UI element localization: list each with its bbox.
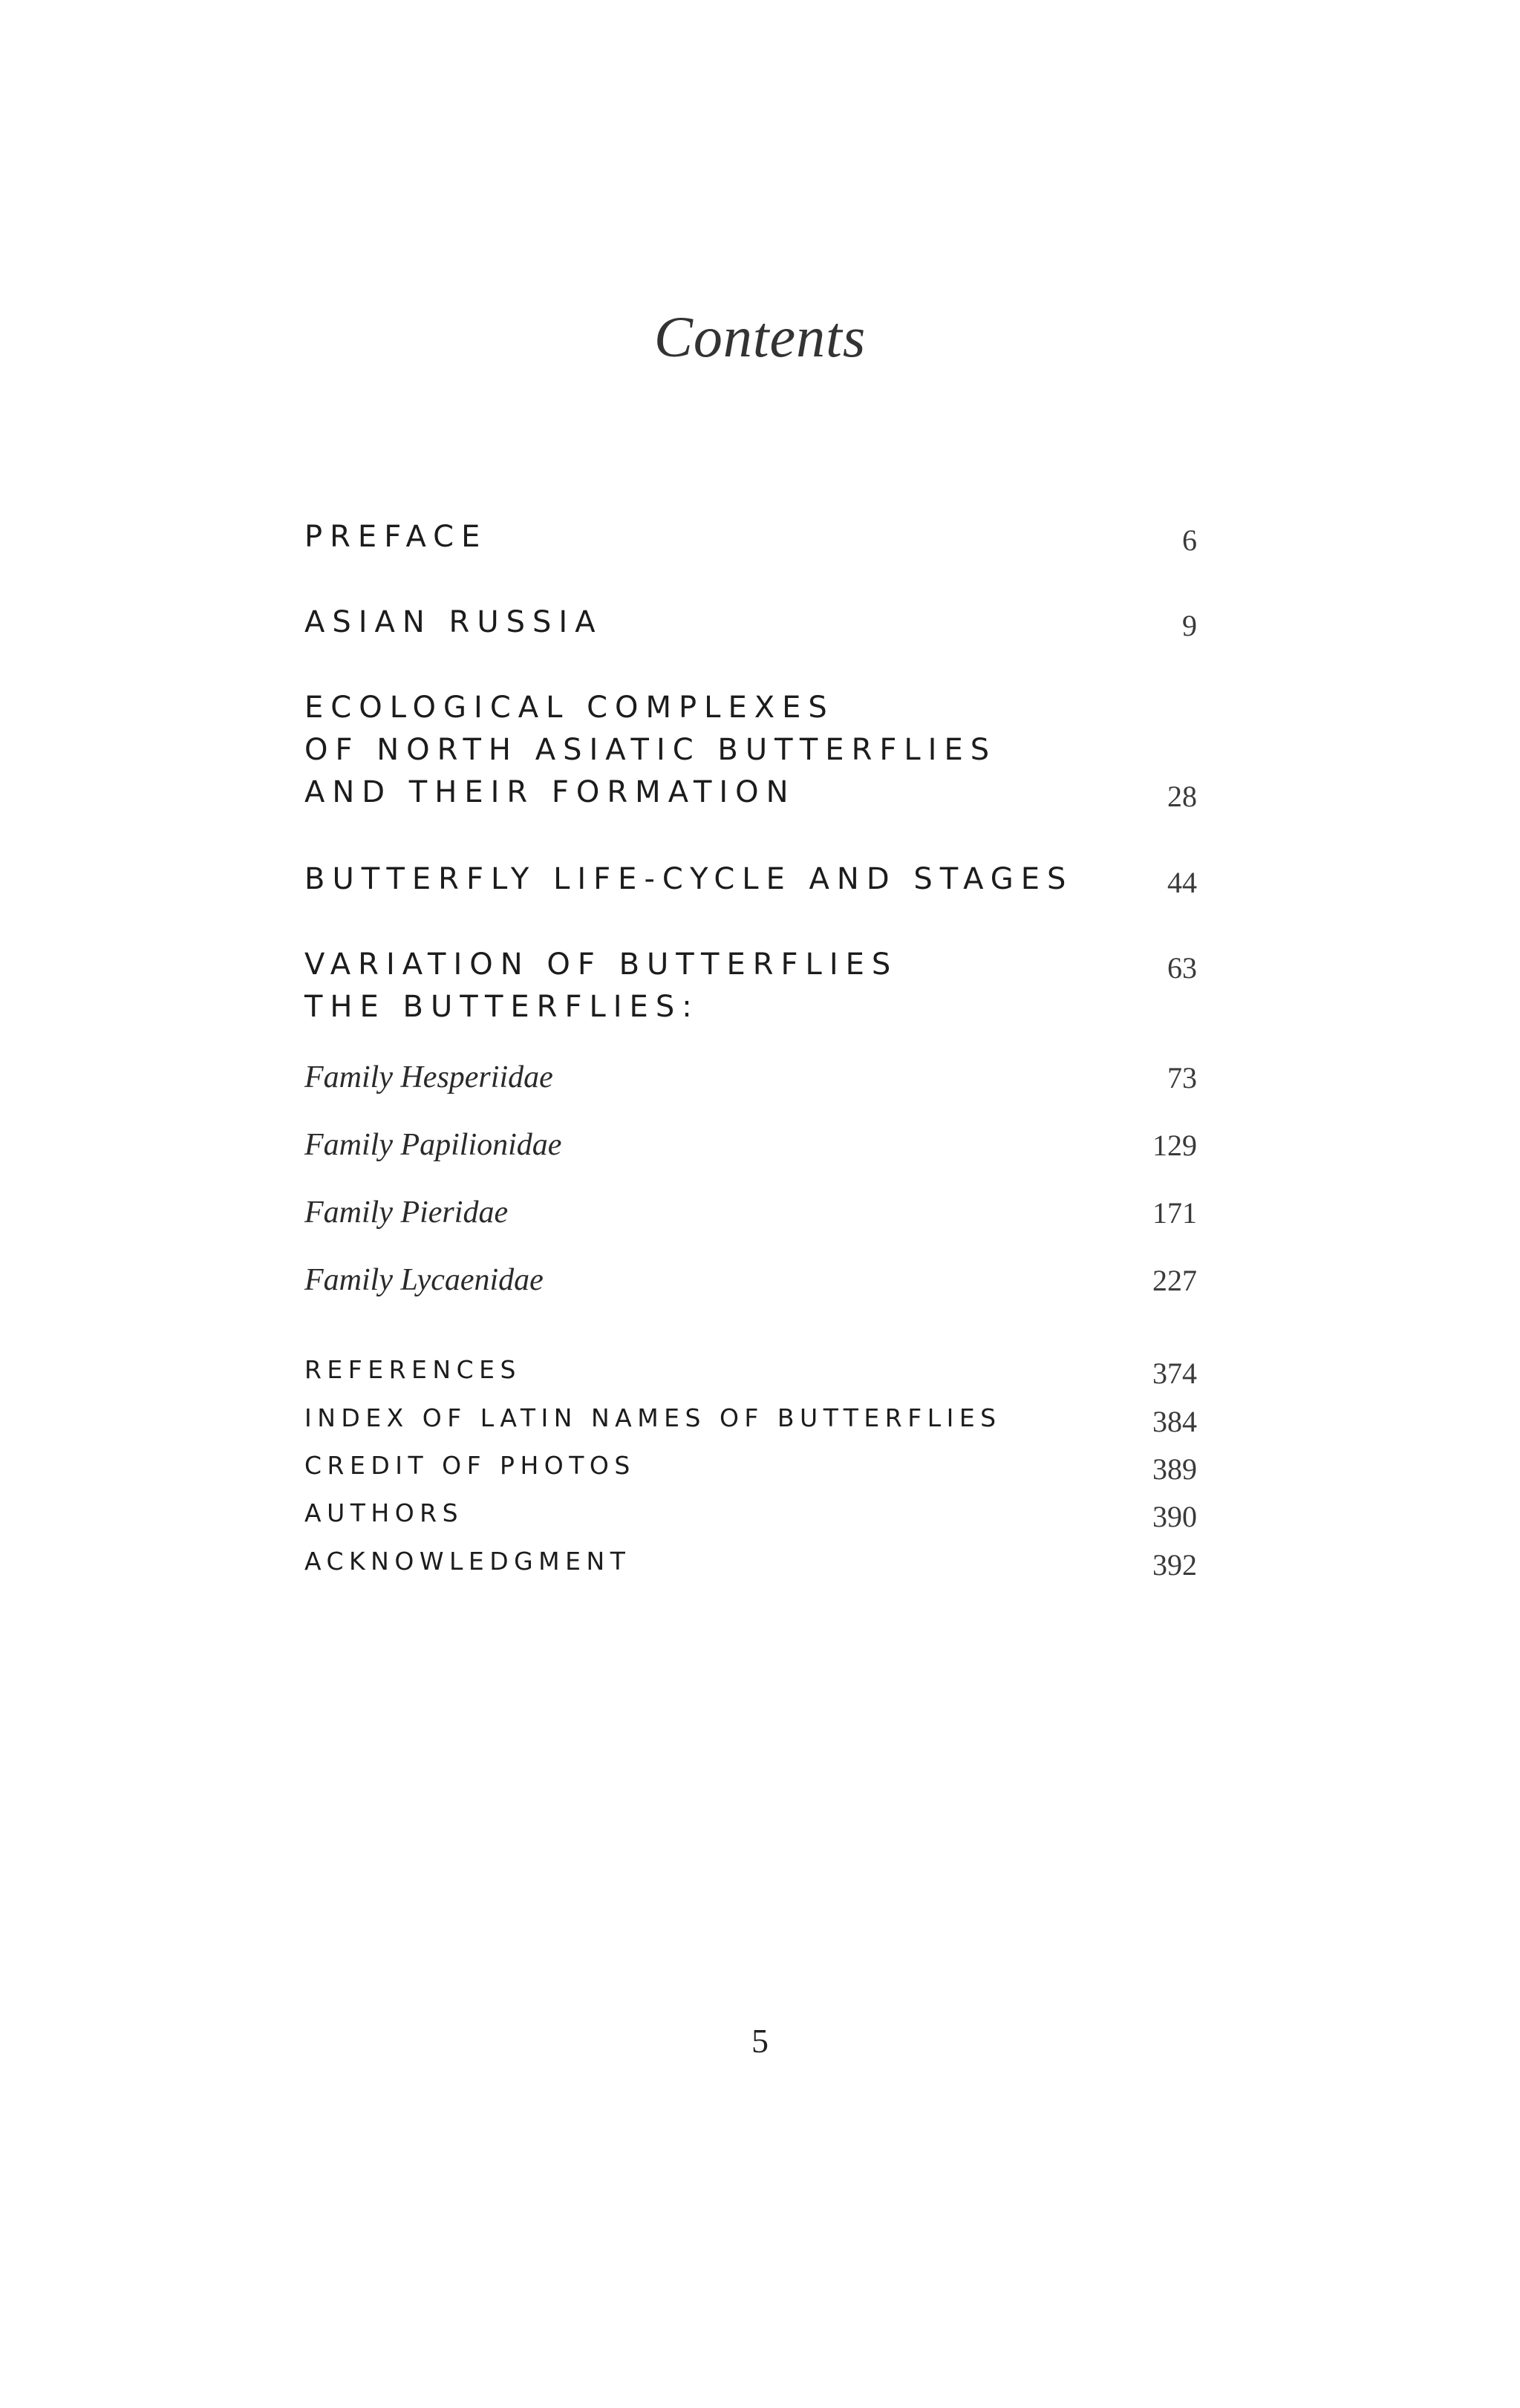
toc-page-number: 384 — [1152, 1405, 1197, 1438]
toc-entry-ecological-complexes — [304, 687, 997, 814]
toc-appendix-references: REFERENCES — [304, 1355, 521, 1384]
toc-page-number: 63 — [1167, 951, 1197, 985]
folio-page-number: 5 — [751, 2022, 769, 2060]
toc-family-hesperiidae: Family Hesperiidae — [304, 1060, 553, 1094]
toc-family-lycaenidae: Family Lycaenidae — [304, 1263, 544, 1297]
toc-entry-label: PREFACE — [304, 520, 488, 554]
toc-entry-label-line-2: OF NORTH ASIATIC BUTTERFLIES — [304, 733, 997, 767]
page-title: Contents — [653, 304, 867, 369]
toc-family-pieridae: Family Pieridae — [304, 1195, 509, 1230]
toc-entry-variation — [304, 944, 898, 1028]
toc-page-number: 227 — [1152, 1264, 1197, 1297]
toc-entry-label-line-3: AND THEIR FORMATION — [304, 775, 796, 809]
toc-entry-label-line-1: VARIATION OF BUTTERFLIES — [304, 947, 898, 982]
toc-page-number: 44 — [1167, 866, 1197, 899]
toc-page-number: 390 — [1152, 1500, 1197, 1533]
toc-family-papilionidae: Family Papilionidae — [304, 1128, 562, 1162]
toc-appendix-authors: AUTHORS — [304, 1498, 464, 1527]
toc-page-number: 6 — [1182, 523, 1197, 557]
toc-entry-asian-russia — [304, 601, 603, 644]
toc-page-number: 73 — [1167, 1061, 1197, 1094]
toc-page-number: 129 — [1152, 1129, 1197, 1162]
toc-appendix-credit-of-photos: CREDIT OF PHOTOS — [304, 1451, 636, 1480]
toc-page-number: 392 — [1152, 1548, 1197, 1582]
toc-page-number: 171 — [1152, 1196, 1197, 1230]
toc-page-number: 389 — [1152, 1452, 1197, 1486]
toc-page-number: 374 — [1152, 1357, 1197, 1390]
toc-entry-label: BUTTERFLY LIFE-CYCLE AND STAGES — [304, 862, 1074, 896]
toc-entry-preface — [304, 516, 487, 558]
toc-page-number: 9 — [1182, 609, 1197, 642]
toc-entry-life-cycle — [304, 858, 1073, 901]
toc-appendix-index: INDEX OF LATIN NAMES OF BUTTERFLIES — [304, 1403, 1002, 1432]
toc-entry-label-line-2: THE BUTTERFLIES: — [304, 990, 699, 1024]
toc-entry-label-line-1: ECOLOGICAL COMPLEXES — [304, 691, 835, 725]
toc-entry-label: ASIAN RUSSIA — [304, 605, 603, 639]
toc-appendix-acknowledgment: ACKNOWLEDGMENT — [304, 1547, 631, 1576]
toc-page-number: 28 — [1167, 780, 1197, 813]
